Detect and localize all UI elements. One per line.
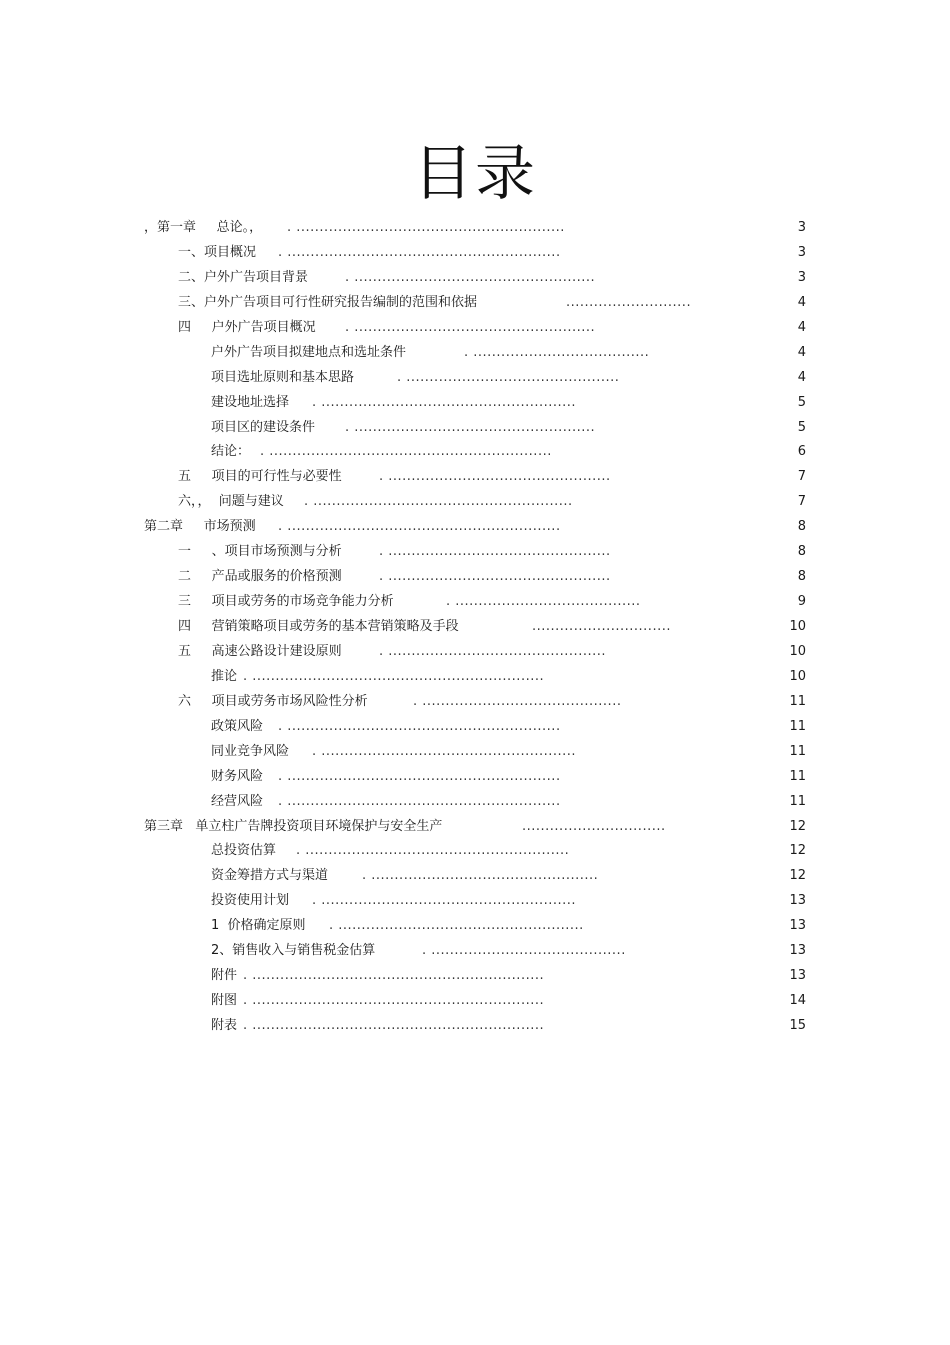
- toc-entry[interactable]: [0, 540, 950, 565]
- toc-leader-dots: . ....................................................: [345, 269, 596, 285]
- toc-entry[interactable]: [0, 1014, 950, 1039]
- toc-entry-label: 户外广告项目拟建地点和选址条件: [211, 344, 407, 360]
- toc-entry[interactable]: [0, 640, 950, 665]
- toc-page-number: 5: [797, 394, 806, 410]
- toc-page-number: 10: [789, 619, 806, 634]
- toc-page-number: 11: [789, 768, 806, 784]
- toc-entry-label: 投资使用计划: [211, 893, 290, 909]
- toc-page-number: 8: [797, 569, 806, 585]
- toc-leader-dots: . ................................................: [379, 569, 611, 585]
- toc-entry[interactable]: [0, 839, 950, 864]
- toc-entry[interactable]: [0, 440, 950, 465]
- toc-entry-label: ，第一章 总论。，: [144, 220, 263, 235]
- toc-page-number: 12: [789, 868, 806, 884]
- toc-page-number: 11: [789, 718, 806, 734]
- toc-leader-dots: . ................................................: [379, 469, 611, 485]
- toc-leader-dots: ...........................: [566, 294, 692, 310]
- toc-entry[interactable]: [0, 341, 950, 366]
- toc-page-number: 12: [789, 818, 806, 834]
- toc-page-number: 11: [789, 693, 806, 709]
- toc-entry[interactable]: [0, 316, 950, 341]
- toc-leader-dots: . ..........................................: [422, 943, 626, 959]
- toc-page-number: 12: [789, 843, 806, 859]
- toc-leader-dots: . ........................................: [446, 594, 641, 610]
- toc-entry-label: 附图: [211, 993, 238, 1009]
- toc-page-number: 7: [797, 494, 806, 510]
- toc-entry-label: 政策风险: [211, 718, 264, 734]
- toc-entry[interactable]: [0, 914, 950, 939]
- toc-entry-label: 附表: [211, 1018, 238, 1033]
- toc-page-number: 10: [789, 668, 806, 684]
- toc-page-number: 11: [789, 743, 806, 759]
- toc-leader-dots: . .................................................: [362, 868, 599, 884]
- page-title: 目录: [413, 139, 537, 209]
- toc-page-number: 11: [789, 793, 806, 809]
- toc-entry-label: 资金筹措方式与渠道: [211, 868, 329, 884]
- toc-leader-dots: . ...........................................................: [278, 519, 561, 535]
- toc-entry-label: 六，， 问题与建议: [178, 494, 284, 510]
- toc-entry-label: 财务风险: [211, 768, 264, 784]
- toc-entry-label: 1 价格确定原则: [211, 918, 306, 934]
- toc-page-number: 14: [789, 993, 806, 1009]
- toc-leader-dots: . ................................................: [379, 544, 611, 560]
- toc-entry-label: 项目区的建设条件: [211, 419, 316, 435]
- toc-entry-label: 2、销售收入与销售税金估算: [211, 943, 376, 959]
- toc-page-number: 7: [797, 469, 806, 485]
- toc-page-number: 13: [789, 893, 806, 909]
- toc-entry[interactable]: [0, 565, 950, 590]
- toc-page-number: 5: [797, 419, 806, 435]
- toc-entry[interactable]: [0, 715, 950, 740]
- toc-page-number: 4: [797, 294, 806, 310]
- toc-entry-label: 二 产品或服务的价格预测: [178, 569, 342, 585]
- toc-entry[interactable]: [0, 740, 950, 765]
- toc-page-number: 13: [789, 968, 806, 984]
- toc-entry-label: 四 户外广告项目概况: [178, 319, 316, 335]
- toc-leader-dots: . ...........................................................: [278, 244, 561, 260]
- toc-leader-dots: . ......................................: [464, 344, 650, 360]
- toc-leader-dots: . ...............................................: [379, 643, 606, 659]
- toc-page-number: 3: [797, 244, 806, 260]
- toc-leader-dots: . .......................................................: [312, 893, 577, 909]
- toc-entry-label: 结论：: [211, 444, 251, 460]
- toc-page-number: 13: [789, 918, 806, 934]
- toc-leader-dots: . ...............................................................: [243, 968, 545, 984]
- toc-leader-dots: . ...........................................................: [278, 768, 561, 784]
- toc-leader-dots: . ...........................................................: [278, 718, 561, 734]
- toc-entry[interactable]: [0, 515, 950, 540]
- toc-page-number: 13: [789, 943, 806, 959]
- toc-entry[interactable]: [0, 790, 950, 815]
- toc-entry[interactable]: [0, 266, 950, 291]
- toc-entry-label: 推论: [211, 668, 238, 684]
- toc-entry[interactable]: [0, 366, 950, 391]
- toc-leader-dots: . ...............................................................: [243, 668, 545, 684]
- toc-leader-dots: . .......................................................: [312, 394, 577, 410]
- toc-leader-dots: . .....................................................: [329, 918, 584, 934]
- toc-entry-label: 三、户外广告项目可行性研究报告编制的范围和依据: [178, 294, 478, 310]
- toc-page-number: 4: [797, 369, 806, 385]
- toc-entry-label: 建设地址选择: [211, 394, 290, 410]
- toc-leader-dots: . ........................................................: [304, 494, 573, 510]
- toc-entry[interactable]: [0, 615, 950, 640]
- toc-leader-dots: . ...........................................................: [278, 793, 561, 809]
- toc-entry-label: 一 、项目市场预测与分析: [178, 544, 342, 560]
- toc-entry[interactable]: [0, 490, 950, 515]
- toc-entry-label: 一、项目概况: [178, 244, 257, 260]
- toc-page-number: 4: [797, 319, 806, 335]
- toc-entry[interactable]: [0, 216, 950, 241]
- toc-page-number: 8: [797, 544, 806, 560]
- toc-page-number: 8: [797, 519, 806, 535]
- toc-leader-dots: . .............................................................: [260, 444, 552, 460]
- toc-leader-dots: . .........................................................: [296, 843, 570, 859]
- toc-entry[interactable]: [0, 590, 950, 615]
- toc-leader-dots: . .......................................................: [312, 743, 577, 759]
- toc-entry[interactable]: [0, 416, 950, 441]
- toc-leader-dots: . ....................................................: [345, 419, 596, 435]
- toc-leader-dots: . ...........................................: [413, 693, 622, 709]
- toc-entry[interactable]: [0, 864, 950, 889]
- toc-entry-label: 五 高速公路设计建设原则: [178, 643, 342, 659]
- toc-page-number: 4: [797, 344, 806, 360]
- toc-entry[interactable]: [0, 989, 950, 1014]
- toc-entry-label: 项目选址原则和基本思路: [211, 369, 355, 385]
- toc-entry[interactable]: [0, 765, 950, 790]
- toc-entry[interactable]: [0, 889, 950, 914]
- toc-page-number: 9: [797, 594, 806, 610]
- toc-entry[interactable]: [0, 241, 950, 266]
- toc-entry[interactable]: [0, 665, 950, 690]
- toc-page-number: 3: [797, 269, 806, 285]
- toc-entry-label: 同业竞争风险: [211, 743, 290, 759]
- toc-entry-label: 第二章 市场预测: [144, 519, 256, 535]
- toc-entry-label: 四 营销策略项目或劳务的基本营销策略及手段: [178, 619, 459, 634]
- toc-entry-label: 第三章 单立柱广告牌投资项目环境保护与安全生产: [144, 818, 443, 834]
- toc-entry[interactable]: [0, 939, 950, 964]
- toc-entry-label: 五 项目的可行性与必要性: [178, 469, 342, 485]
- toc-entry[interactable]: [0, 964, 950, 989]
- toc-page-number: 15: [789, 1018, 806, 1033]
- toc-entry[interactable]: [0, 391, 950, 416]
- toc-entry-label: 经营风险: [211, 793, 264, 809]
- toc-entry-label: 总投资估算: [211, 843, 277, 859]
- toc-entry[interactable]: [0, 690, 950, 715]
- toc-entry[interactable]: [0, 465, 950, 490]
- table-of-contents: [0, 216, 950, 1039]
- toc-page-number: 10: [789, 643, 806, 659]
- toc-entry-label: 附件: [211, 968, 238, 984]
- toc-leader-dots: . ...............................................................: [243, 1018, 545, 1033]
- toc-entry-label: 六 项目或劳务市场风险性分析: [178, 693, 368, 709]
- toc-leader-dots: ..............................: [532, 619, 671, 634]
- toc-leader-dots: . ....................................................: [345, 319, 596, 335]
- toc-leader-dots: . ..............................................: [397, 369, 620, 385]
- toc-leader-dots: . ..........................................................: [287, 220, 565, 235]
- toc-entry-label: 二、户外广告项目背景: [178, 269, 309, 285]
- toc-entry[interactable]: [0, 815, 950, 840]
- toc-page-number: 3: [797, 220, 806, 235]
- toc-page-number: 6: [797, 444, 806, 460]
- toc-leader-dots: ...............................: [522, 818, 666, 834]
- toc-leader-dots: . ...............................................................: [243, 993, 545, 1009]
- toc-entry[interactable]: [0, 291, 950, 316]
- toc-entry-label: 三 项目或劳务的市场竞争能力分析: [178, 594, 394, 610]
